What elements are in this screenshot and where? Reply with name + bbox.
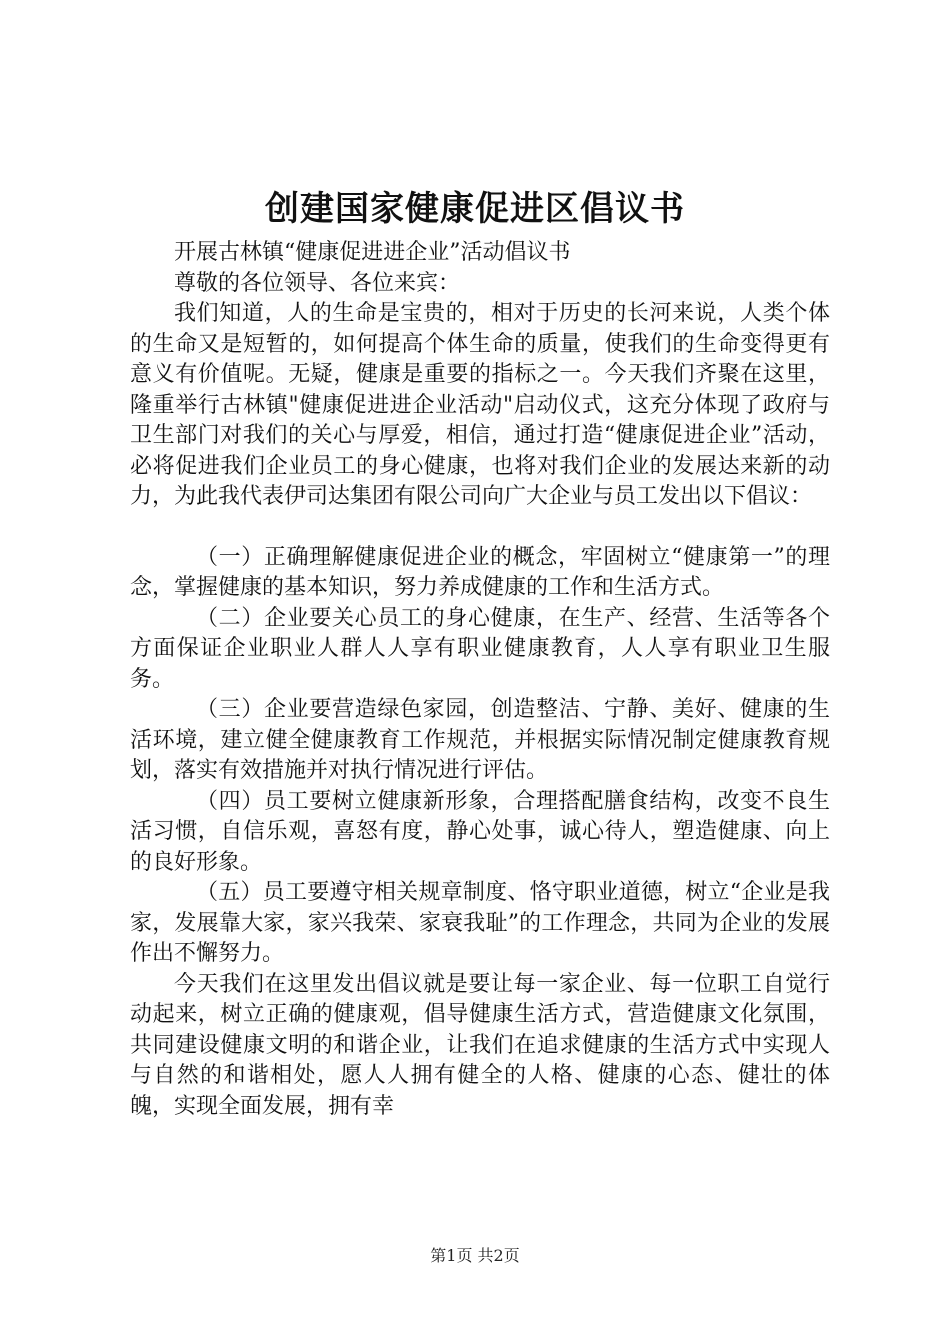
document-subtitle: 开展古林镇“健康促进进企业”活动倡议书 [174, 240, 571, 265]
page-footer: 第1页 共2页 [430, 1246, 520, 1265]
proposal-item-4: （四）员工要树立健康新形象，合理搭配膳食结构，改变不良生活习惯，自信乐观，喜怒有度，静心处事，诚心待人，塑造健康、向上的良好形象。 [130, 788, 830, 875]
paragraph-closing: 今天我们在这里发出倡议就是要让每一家企业、每一位职工自觉行动起来，树立正确的健康观，倡导健康生活方式，营造健康文化氛围，共同建设健康文明的和谐企业，让我们在追求健康的生活方式中实现人与自然的和谐相处，愿人人拥有健全的人格、健康的心态、健壮的体魄，实现全面发展，拥有幸 [130, 971, 830, 1119]
proposal-item-5: （五）员工要遵守相关规章制度、恪守职业道德，树立“企业是我家，发展靠大家，家兴我荣、家衰我耻”的工作理念，共同为企业的发展作出不懈努力。 [130, 880, 830, 966]
salutation: 尊敬的各位领导、各位来宾： [174, 270, 461, 296]
paragraph-intro: 我们知道，人的生命是宝贵的，相对于历史的长河来说，人类个体的生命又是短暂的，如何提高个体生命的质量，使我们的生命变得更有意义有价值呢。无疑，健康是重要的指标之一。今天我们齐聚在这里，隆重举行古林镇"健康促进进企业活动"启动仪式，这充分体现了政府与卫生部门对我们的关心与厚爱，相信，通过打造“健康促进企业”活动，必将促进我们企业员工的身心健康，也将对我们企业的发展达来新的动力，为此我代表伊司达集团有限公司向广大企业与员工发出以下倡议： [130, 301, 830, 509]
document-title: 创建国家健康促进区倡议书 [265, 189, 685, 229]
proposal-item-2: （二）企业要关心员工的身心健康，在生产、经营、生活等各个方面保证企业职业人群人人享有职业健康教育，人人享有职业卫生服务。 [130, 605, 830, 692]
proposal-item-3: （三）企业要营造绿色家园，创造整洁、宁静、美好、健康的生活环境，建立健全健康教育工作规范，并根据实际情况制定健康教育规划，落实有效措施并对执行情况进行评估。 [130, 697, 830, 783]
proposal-item-1: （一）正确理解健康促进企业的概念，牢固树立“健康第一”的理念，掌握健康的基本知识，努力养成健康的工作和生活方式。 [130, 544, 830, 600]
document-body [130, 238, 830, 1122]
